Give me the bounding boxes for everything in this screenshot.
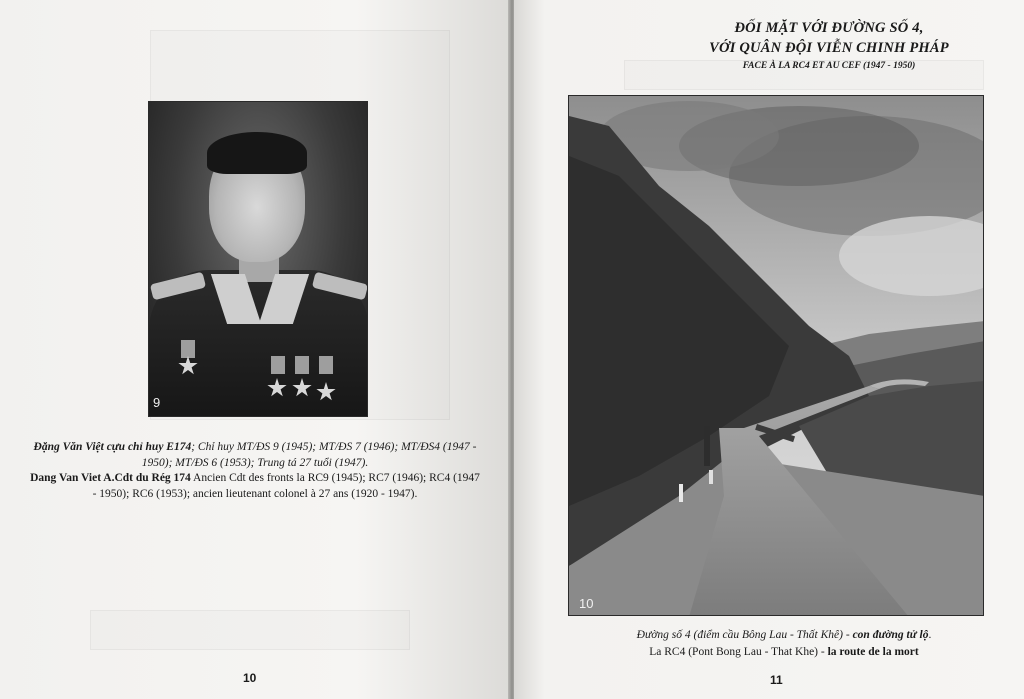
title-french: FACE À LA RC4 ET AU CEF (1947 - 1950) [742,61,916,71]
caption-fr: La RC4 (Pont Bong Lau - That Khe) - la route de la mort [649,646,919,658]
title-line-2: VỚI QUÂN ĐỘI VIỄN CHINH PHÁP [709,40,949,56]
road-caption [544,627,1024,661]
page-number-left: 10 [243,671,257,685]
portrait-photo [148,101,368,417]
road-landscape-photo [568,95,984,616]
photo-number: 10 [579,596,594,611]
title-line-1: ĐỐI MẶT VỚI ĐƯỜNG SỐ 4, [734,20,924,36]
caption-vn: Đặng Văn Việt cựu chỉ huy E174; Chỉ huy MT/ĐS 9 (1945); MT/ĐS 7 (1946); MT/ĐS4 (1947 - 1950); MT/ĐS 6 (1953); Trung tá 27 tuổi (1947). [33,441,477,469]
right-page [514,0,1024,699]
page-number-right: 11 [770,673,783,687]
caption-fr: Dang Van Viet A.Cdt du Rég 174 Ancien Cdt des fronts la RC9 (1945); RC7 (1946); RC4 (1947 - 1950); RC6 (1953); ancien lieutenant colonel à 27 ans (1920 - 1947). [30,472,480,500]
road-landscape-illustration [569,96,984,616]
chapter-title [514,18,1024,74]
left-page [0,0,510,699]
photo-number: 9 [153,395,161,410]
portrait-caption [30,440,480,502]
caption-vn: Đường số 4 (điểm cầu Bông Lau - Thất Khê) - con đường tử lộ. [636,629,932,641]
